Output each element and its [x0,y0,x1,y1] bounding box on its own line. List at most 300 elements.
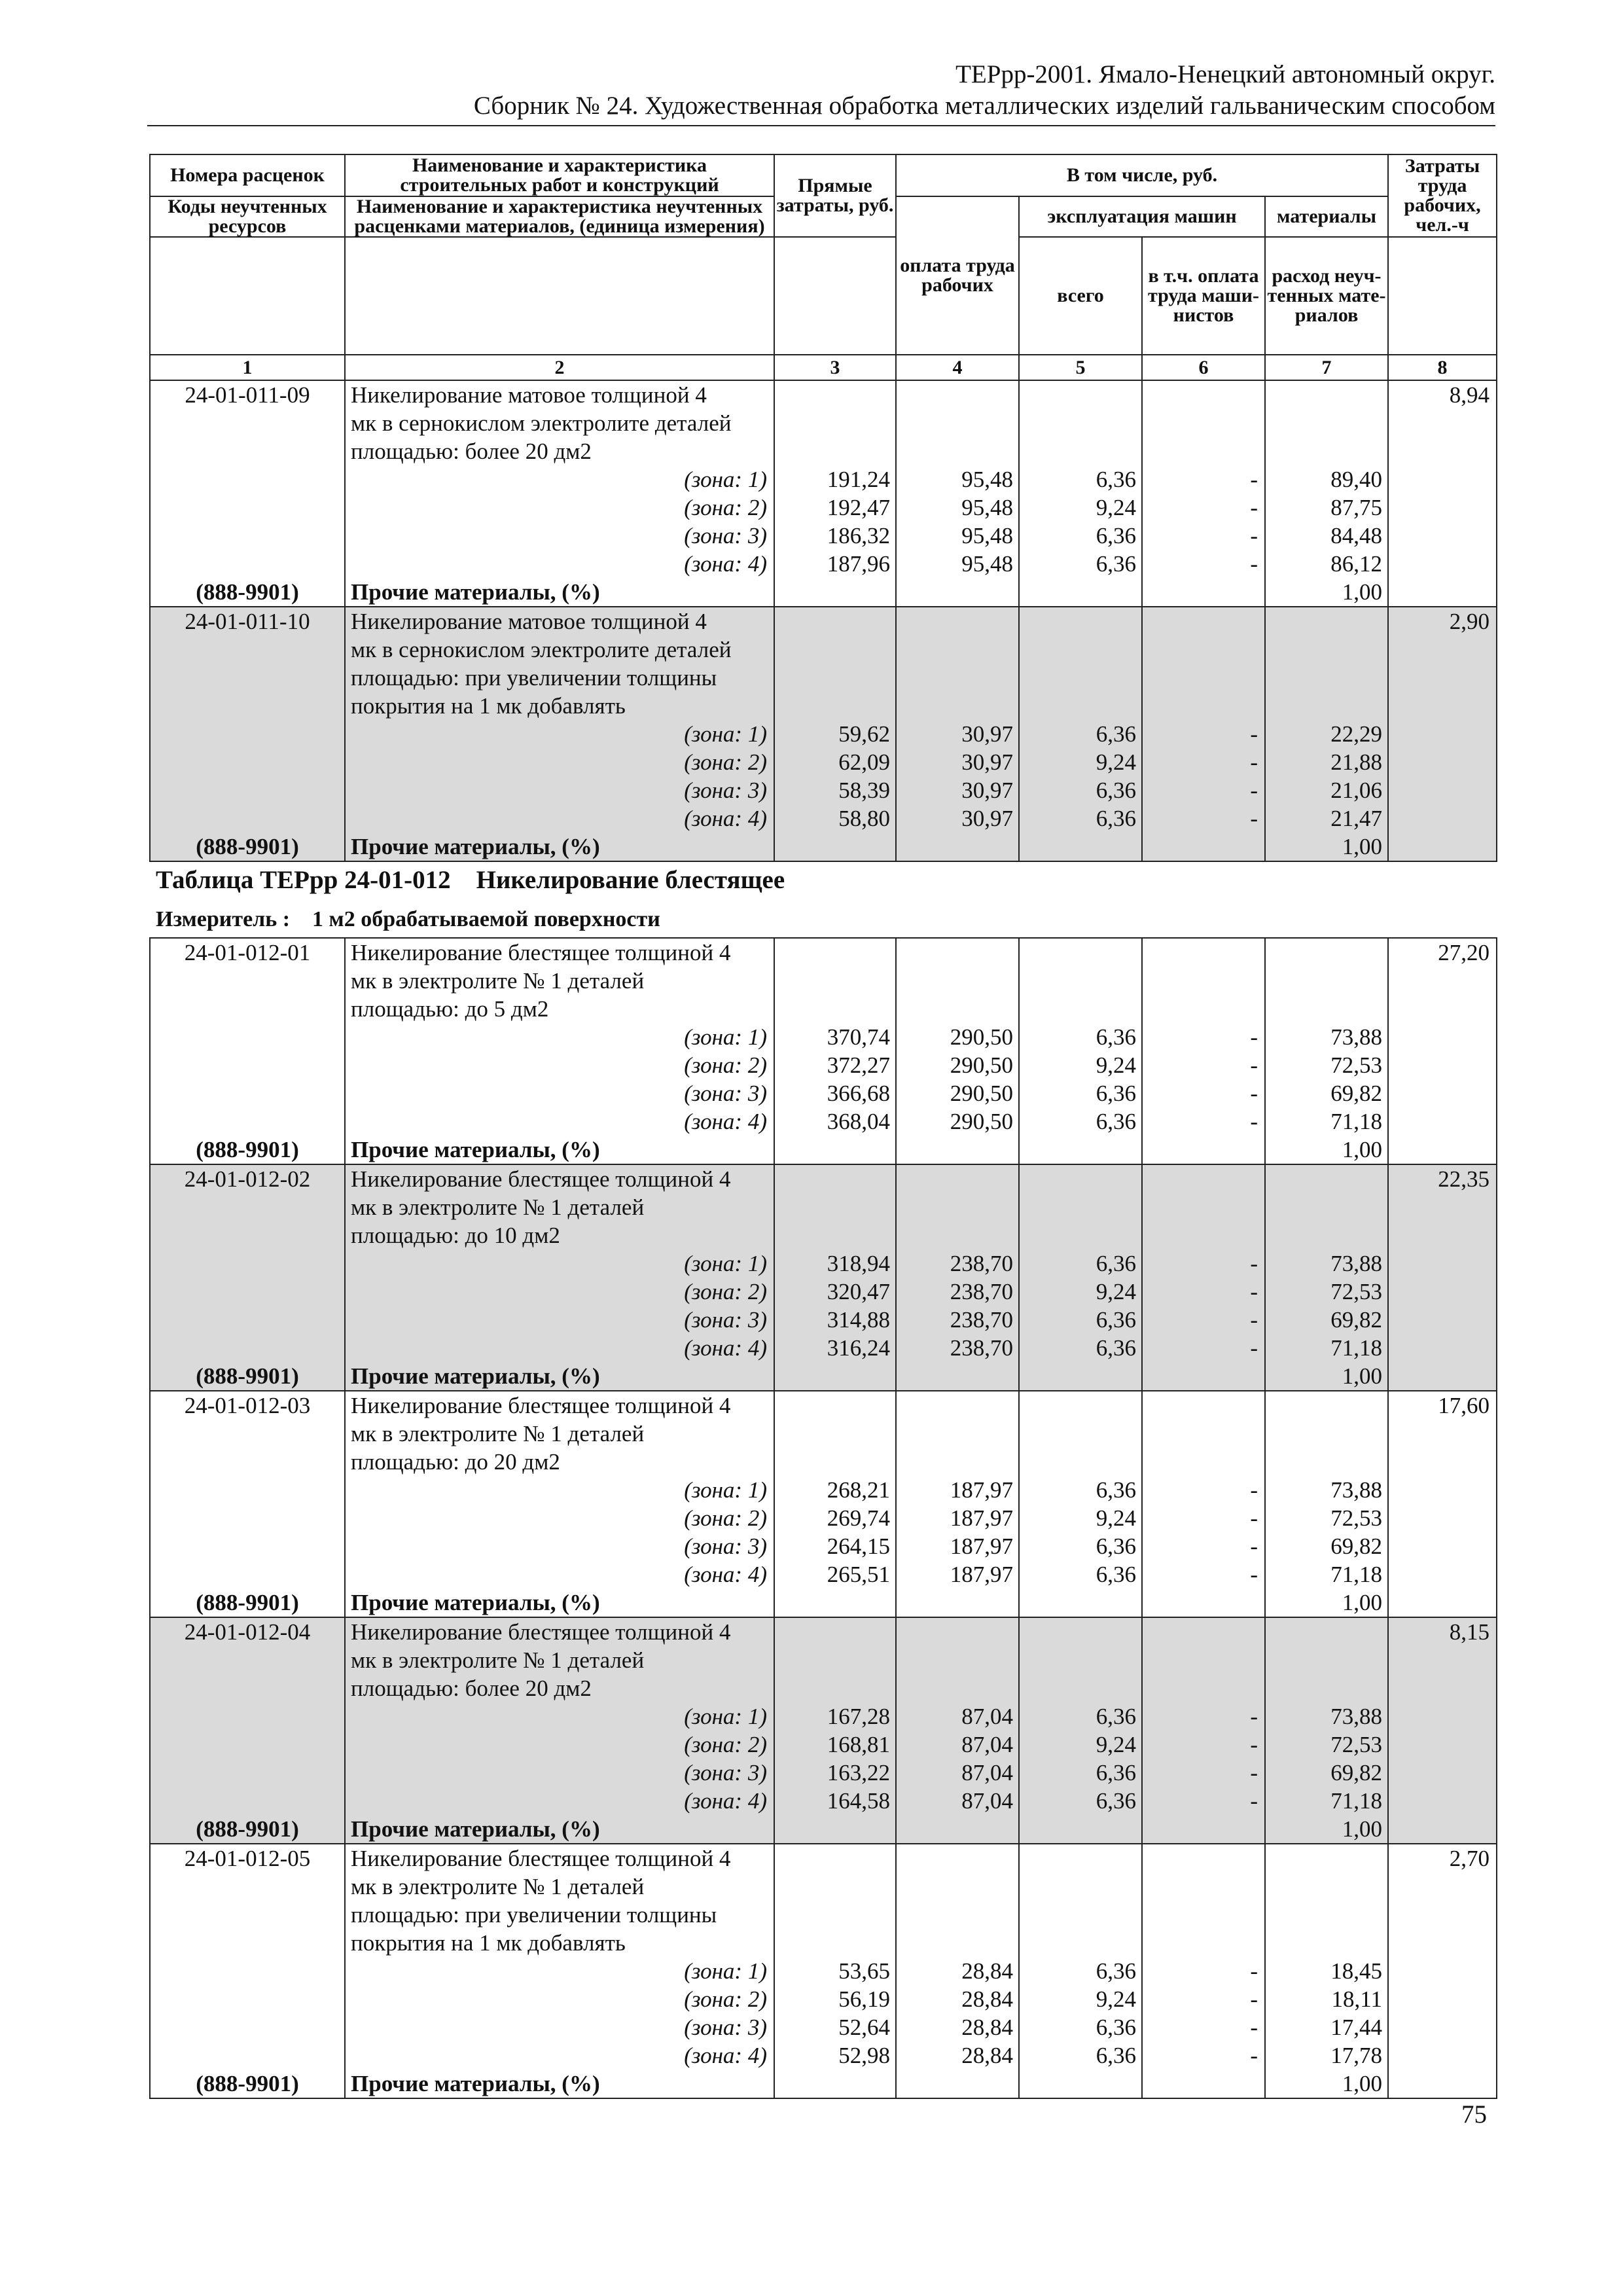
blank-line [1266,1873,1387,1901]
blank-line [151,465,344,493]
blank-line [1143,1844,1264,1873]
col-head-rate-numbers: Номера расценок [150,154,345,196]
blank-line [151,1448,344,1476]
direct-cost: 318,94 [827,1251,890,1276]
blank-line [1143,1901,1264,1929]
cell-code [150,380,345,607]
blank-line [775,578,895,606]
materials-value: 72,53 [1330,1732,1382,1757]
description-line: Никелирование блестящее толщиной 4 [351,940,731,965]
blank-line [775,1165,895,1193]
cell-materials-value [1265,607,1388,861]
blank-line [775,1136,895,1164]
blank-line [897,1618,1018,1646]
materials-value: 73,88 [1330,1024,1382,1050]
col-head-machines-total: всего [1019,237,1142,355]
materials-value: 84,48 [1330,523,1383,548]
materials-value: 21,06 [1330,778,1383,803]
direct-cost: 366,68 [827,1081,890,1106]
cell-wages-value [896,1844,1019,2098]
blank-line [897,1448,1018,1476]
direct-cost: 192,47 [827,495,890,520]
zone-label: (зона: 2) [684,495,767,520]
direct-cost: 265,51 [827,1562,890,1587]
zone-label: (зона: 3) [684,1307,767,1333]
blank-line [897,1674,1018,1702]
cell-machinist-wages-value [1142,1164,1265,1391]
resource-name: Прочие материалы, (%) [351,834,600,859]
blank-line [151,1901,344,1929]
machinist-wages-value: - [1250,1788,1258,1814]
cell-machinist-wages-value [1142,380,1265,607]
machines-value: 6,36 [1096,1704,1136,1729]
machines-value: 9,24 [1096,749,1136,775]
description-line: площадью: до 5 дм2 [351,996,549,1022]
cell-materials-value [1265,938,1388,1164]
blank-line [775,1448,895,1476]
materials-value: 21,47 [1330,806,1383,831]
cell-machines-value [1019,1844,1142,2098]
resource-code: (888-9901) [196,1590,299,1615]
blank-line [1143,1815,1264,1843]
cell-machines-value [1019,1617,1142,1844]
machinist-wages-value: - [1250,1732,1258,1757]
blank-line [897,1420,1018,1448]
blank-line [1266,1165,1387,1193]
blank-line [151,967,344,995]
blank-line [1020,939,1141,967]
blank-line [897,1362,1018,1390]
rate-code: 24-01-012-02 [184,1166,311,1192]
machines-value: 6,36 [1096,1307,1136,1333]
blank-line [1266,1929,1387,1957]
blank-line [1143,578,1264,606]
rates-table-011 [149,154,1497,862]
blank-line [775,1588,895,1617]
table-row [150,380,1497,607]
wages-value: 30,97 [961,749,1013,775]
zone-label: (зона: 1) [684,467,767,492]
blank-line [1020,607,1141,636]
zone-label: (зона: 2) [684,1052,767,1078]
blank-line [897,939,1018,967]
machinist-wages-value: - [1250,1052,1258,1078]
blank-line [1266,1193,1387,1221]
rates-table-012 [149,937,1497,2099]
zone-label: (зона: 4) [684,551,767,577]
blank-line [151,1221,344,1249]
description-line: мк в сернокислом электролите деталей [351,410,732,436]
cell-machines-value [1019,607,1142,861]
machinist-wages-value: - [1250,806,1258,831]
blank-line [1020,437,1141,465]
cell-code [150,938,345,1164]
description-line: Никелирование блестящее толщиной 4 [351,1166,731,1192]
rate-code: 24-01-011-10 [185,609,310,634]
blank-line [897,1844,1018,1873]
machines-value: 6,36 [1096,1109,1136,1134]
blank-line [1266,939,1387,967]
labor-costs: 8,94 [1449,382,1490,408]
blank-line [151,493,344,522]
blank-line [151,1420,344,1448]
wages-value: 87,04 [961,1760,1013,1785]
wages-value: 95,48 [961,495,1013,520]
blank-line [775,1420,895,1448]
materials-value: 69,82 [1330,1307,1382,1333]
table-row [150,1617,1497,1844]
resource-name: Прочие материалы, (%) [351,579,600,605]
cell-description [345,1391,774,1617]
blank-line [775,967,895,995]
direct-cost: 191,24 [827,467,890,492]
zone-label: (зона: 2) [684,1505,767,1531]
rate-code: 24-01-011-09 [185,382,310,408]
blank-line [897,1873,1018,1901]
cell-machines-value [1019,938,1142,1164]
cell-machinist-wages-value [1142,938,1265,1164]
direct-cost: 62,09 [838,749,890,775]
table-row [150,607,1497,861]
table-title [156,865,785,895]
cell-code [150,607,345,861]
description-line: Никелирование блестящее толщиной 4 [351,1846,731,1871]
cell-machinist-wages-value [1142,1844,1265,2098]
machinist-wages-value: - [1250,1704,1258,1729]
wages-value: 28,84 [961,2015,1013,2040]
wages-value: 30,97 [961,806,1013,831]
blank-line [897,1221,1018,1249]
blank-line [775,1844,895,1873]
machinist-wages-value: - [1250,1760,1258,1785]
direct-cost: 187,96 [827,551,890,577]
cell-direct-cost [774,1617,896,1844]
blank-line [151,776,344,804]
direct-cost: 314,88 [827,1307,890,1333]
machines-value: 9,24 [1096,1279,1136,1304]
blank-line [1143,1136,1264,1164]
blank-line [1266,1618,1387,1646]
blank-line [897,664,1018,692]
blank-line [897,1391,1018,1420]
machines-value: 6,36 [1096,1477,1136,1503]
blank-line [151,1873,344,1901]
blank-line [151,1051,344,1079]
materials-value: 86,12 [1330,551,1383,577]
blank-line [1143,833,1264,861]
blank-line [151,1476,344,1504]
blank-line [1266,1646,1387,1674]
machinist-wages-value: - [1250,1562,1258,1587]
description-line: мк в электролите № 1 деталей [351,1194,645,1220]
direct-cost: 168,81 [827,1732,890,1757]
direct-cost: 56,19 [838,1986,890,2012]
blank-line [1143,1873,1264,1901]
resource-name: Прочие материалы, (%) [351,1590,600,1615]
blank-line [1143,664,1264,692]
direct-cost: 186,32 [827,523,890,548]
blank-line [1143,1588,1264,1617]
machinist-wages-value: - [1250,721,1258,747]
description-line: площадью: до 20 дм2 [351,1449,560,1475]
blank-line [897,1646,1018,1674]
wages-value: 28,84 [961,2043,1013,2068]
blank-line [775,664,895,692]
materials-value: 22,29 [1330,721,1383,747]
description-line: Никелирование матовое толщиной 4 [351,382,707,408]
blank-line [1143,2070,1264,2098]
blank-line [1143,1420,1264,1448]
wages-value: 238,70 [950,1307,1013,1333]
cell-wages-value [896,1391,1019,1617]
blank-line [775,381,895,409]
cell-wages-value [896,380,1019,607]
blank-line [1143,1448,1264,1476]
machines-value: 6,36 [1096,2043,1136,2068]
direct-cost: 163,22 [827,1760,890,1785]
resource-name: Прочие материалы, (%) [351,1816,600,1842]
resource-name: Прочие материалы, (%) [351,1137,600,1162]
blank-line [151,1674,344,1702]
blank-line [1143,1929,1264,1957]
blank-line [1143,1362,1264,1390]
cell-wages-value [896,938,1019,1164]
blank-line [775,1362,895,1390]
blank-line [897,607,1018,636]
direct-cost: 59,62 [838,721,890,747]
blank-line [151,804,344,833]
blank-line [1266,1391,1387,1420]
rate-code: 24-01-012-01 [184,940,311,965]
resource-code: (888-9901) [196,1363,299,1389]
materials-value: 89,40 [1330,467,1383,492]
col-head-machinist-wages: в т.ч. оплата труда маши-нистов [1142,237,1265,355]
machinist-wages-value: - [1250,749,1258,775]
resource-name: Прочие материалы, (%) [351,1363,600,1389]
col-number: 1 [150,355,345,380]
blank-line [1020,1646,1141,1674]
rate-code: 24-01-012-03 [184,1393,311,1418]
col-number: 7 [1265,355,1388,380]
blank-line [897,409,1018,437]
zone-label: (зона: 1) [684,1958,767,1984]
resource-value: 1,00 [1342,1363,1382,1389]
col-number: 6 [1142,355,1265,380]
blank-line [1143,607,1264,636]
zone-label: (зона: 3) [684,2015,767,2040]
resource-code: (888-9901) [196,1137,299,1162]
table-row [150,938,1497,1164]
wages-value: 30,97 [961,721,1013,747]
materials-value: 21,88 [1330,749,1383,775]
blank-line [1266,995,1387,1023]
col-head-materials: материалы [1265,196,1388,237]
blank-line [775,1873,895,1901]
col-head-spacer-8 [1388,237,1497,355]
machines-value: 6,36 [1096,778,1136,803]
blank-line [1020,636,1141,664]
cell-direct-cost [774,1844,896,2098]
blank-line [775,995,895,1023]
col-number: 3 [774,355,896,380]
blank-line [897,1815,1018,1843]
blank-line [897,1193,1018,1221]
blank-line [1266,967,1387,995]
blank-line [897,692,1018,720]
blank-line [1020,1873,1141,1901]
blank-line [151,1504,344,1532]
running-header-title: ТЕРрр-2001. Ямало-Ненецкий автономный округ. [955,60,1495,88]
blank-line [1143,1618,1264,1646]
zone-label: (зона: 1) [684,1251,767,1276]
machinist-wages-value: - [1250,1534,1258,1559]
col-head-labor-costs: Затраты труда рабочих, чел.-ч [1388,154,1497,237]
zone-label: (зона: 2) [684,1279,767,1304]
blank-line [1143,1646,1264,1674]
cell-machines-value [1019,1164,1142,1391]
description-line: мк в электролите № 1 деталей [351,1421,645,1446]
machinist-wages-value: - [1250,1505,1258,1531]
blank-line [151,2041,344,2070]
blank-line [897,833,1018,861]
blank-line [775,636,895,664]
blank-line [1020,664,1141,692]
col-number: 2 [345,355,774,380]
direct-cost: 368,04 [827,1109,890,1134]
wages-value: 290,50 [950,1109,1013,1134]
machines-value: 6,36 [1096,551,1136,577]
measure-line [156,906,660,933]
blank-line [151,1646,344,1674]
description-line: мк в электролите № 1 деталей [351,1647,645,1673]
zone-label: (зона: 1) [684,1024,767,1050]
zone-label: (зона: 2) [684,1732,767,1757]
machinist-wages-value: - [1250,778,1258,803]
blank-line [151,550,344,578]
wages-value: 95,48 [961,467,1013,492]
description-line: площадью: более 20 дм2 [351,439,592,464]
direct-cost: 372,27 [827,1052,890,1078]
cell-materials-value [1265,1617,1388,1844]
cell-wages-value [896,1617,1019,1844]
blank-line [151,522,344,550]
blank-line [151,1929,344,1957]
materials-value: 73,88 [1330,1251,1382,1276]
blank-line [151,1193,344,1221]
machinist-wages-value: - [1250,551,1258,577]
wages-value: 290,50 [950,1024,1013,1050]
materials-value: 69,82 [1330,1760,1382,1785]
machinist-wages-value: - [1250,1279,1258,1304]
cell-description [345,938,774,1164]
machinist-wages-value: - [1250,1024,1258,1050]
col-head-material-use: расход неуч-тенных мате-риалов [1265,237,1388,355]
cell-direct-cost [774,1164,896,1391]
description-line: площадью: до 10 дм2 [351,1223,560,1248]
wages-value: 187,97 [950,1534,1013,1559]
col-head-spacer-1 [150,237,345,355]
machines-value: 6,36 [1096,523,1136,548]
labor-costs: 22,35 [1438,1166,1489,1192]
description-line: площадью: более 20 дм2 [351,1676,592,1701]
materials-value: 18,11 [1331,1986,1382,2012]
blank-line [1266,381,1387,409]
resource-value: 1,00 [1342,1590,1382,1615]
wages-value: 187,97 [950,1477,1013,1503]
blank-line [897,578,1018,606]
direct-cost: 370,74 [827,1024,890,1050]
description-line: площадью: при увеличении толщины [351,665,717,691]
wages-value: 290,50 [950,1052,1013,1078]
header-rule [147,125,1495,126]
cell-description [345,380,774,607]
table-row [150,1391,1497,1617]
cell-labor [1388,607,1497,861]
materials-value: 73,88 [1330,1704,1382,1729]
cell-labor [1388,1164,1497,1391]
zone-label: (зона: 1) [684,721,767,747]
col-head-material-name: Наименование и характеристика неучтенных расценками материалов, (единица измерения) [345,196,774,237]
resource-value: 1,00 [1342,579,1383,605]
blank-line [1266,1844,1387,1873]
zone-label: (зона: 3) [684,1081,767,1106]
description-line: мк в сернокислом электролите деталей [351,637,732,662]
table-row [150,1164,1497,1391]
wages-value: 28,84 [961,1958,1013,1984]
blank-line [775,409,895,437]
machines-value: 9,24 [1096,1052,1136,1078]
machinist-wages-value: - [1250,2015,1258,2040]
cell-direct-cost [774,607,896,861]
machinist-wages-value: - [1250,1109,1258,1134]
zone-label: (зона: 4) [684,2043,767,2068]
materials-value: 17,78 [1330,2043,1382,2068]
blank-line [1266,1221,1387,1249]
description-line: мк в электролите № 1 деталей [351,968,645,994]
labor-costs: 2,90 [1449,609,1490,634]
machinist-wages-value: - [1250,1958,1258,1984]
materials-value: 17,44 [1330,2015,1382,2040]
rate-code: 24-01-012-04 [184,1619,311,1645]
blank-line [1143,939,1264,967]
zone-label: (зона: 4) [684,1562,767,1587]
blank-line [1020,995,1141,1023]
materials-value: 71,18 [1330,1109,1382,1134]
blank-line [1020,833,1141,861]
cell-code [150,1617,345,1844]
zone-label: (зона: 3) [684,523,767,548]
running-header-collection: Сборник № 24. Художественная обработка металлических изделий гальваническим способом [473,92,1495,120]
resource-code: (888-9901) [196,2071,299,2096]
direct-cost: 52,98 [838,2043,890,2068]
blank-line [151,1278,344,1306]
machines-value: 6,36 [1096,1024,1136,1050]
blank-line [897,995,1018,1023]
direct-cost: 164,58 [827,1788,890,1814]
materials-value: 18,45 [1330,1958,1382,1984]
blank-line [775,2070,895,2098]
zone-label: (зона: 1) [684,1704,767,1729]
blank-line [1020,692,1141,720]
cell-direct-cost [774,1391,896,1617]
cell-machinist-wages-value [1142,607,1265,861]
machinist-wages-value: - [1250,1986,1258,2012]
cell-machines-value [1019,1391,1142,1617]
zone-label: (зона: 1) [684,1477,767,1503]
direct-cost: 58,39 [838,778,890,803]
blank-line [1143,1674,1264,1702]
blank-line [151,1702,344,1731]
